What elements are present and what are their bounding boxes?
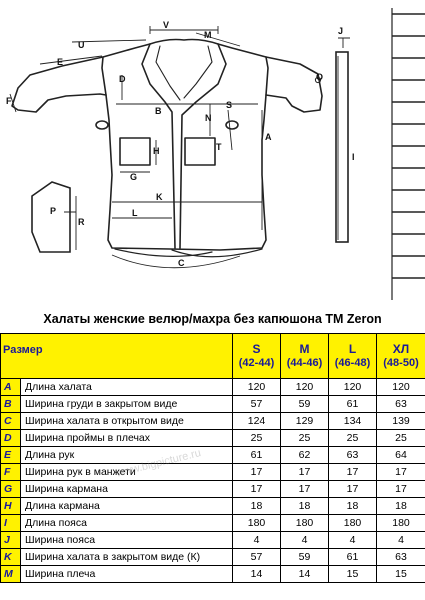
row-value: 4 bbox=[377, 532, 425, 549]
label-v: V bbox=[163, 20, 170, 30]
row-value: 62 bbox=[281, 447, 329, 464]
row-value: 18 bbox=[377, 498, 425, 515]
row-value: 14 bbox=[233, 566, 281, 583]
left-belt-loop bbox=[96, 121, 108, 129]
row-measurement-name: Ширина проймы в плечах bbox=[21, 430, 233, 447]
label-t: T bbox=[216, 142, 222, 152]
row-value: 15 bbox=[377, 566, 425, 583]
size-m-header: M (44-46) bbox=[281, 334, 329, 379]
label-p: P bbox=[50, 206, 57, 216]
row-code: J bbox=[1, 532, 21, 549]
row-code: G bbox=[1, 481, 21, 498]
row-value: 25 bbox=[281, 430, 329, 447]
row-code: M bbox=[1, 566, 21, 583]
row-value: 129 bbox=[281, 413, 329, 430]
row-value: 4 bbox=[329, 532, 377, 549]
row-value: 15 bbox=[329, 566, 377, 583]
size-xl-header: ХЛ (48-50) bbox=[377, 334, 425, 379]
row-value: 180 bbox=[281, 515, 329, 532]
row-measurement-name: Ширина халата в закрытом виде (К) bbox=[21, 549, 233, 566]
label-u: U bbox=[78, 40, 85, 50]
row-value: 139 bbox=[377, 413, 425, 430]
row-value: 18 bbox=[233, 498, 281, 515]
page-title: Халаты женские велюр/махра без капюшона ТМ Zeron bbox=[43, 312, 382, 326]
table-row bbox=[1, 566, 425, 583]
row-value: 25 bbox=[233, 430, 281, 447]
row-code: E bbox=[1, 447, 21, 464]
row-measurement-name: Ширина пояса bbox=[21, 532, 233, 549]
row-measurement-name: Ширина рук в манжети bbox=[21, 464, 233, 481]
row-value: 120 bbox=[377, 379, 425, 396]
row-value: 17 bbox=[377, 481, 425, 498]
row-measurement-name: Ширина кармана bbox=[21, 481, 233, 498]
row-value: 180 bbox=[233, 515, 281, 532]
row-value: 180 bbox=[329, 515, 377, 532]
row-code: D bbox=[1, 430, 21, 447]
row-measurement-name: Длина пояса bbox=[21, 515, 233, 532]
row-value: 59 bbox=[281, 549, 329, 566]
table-row bbox=[1, 515, 425, 532]
row-value: 17 bbox=[281, 481, 329, 498]
table-row bbox=[1, 379, 425, 396]
table-row bbox=[1, 396, 425, 413]
table-row bbox=[1, 481, 425, 498]
row-value: 17 bbox=[281, 464, 329, 481]
label-o: O bbox=[316, 72, 324, 82]
row-code: C bbox=[1, 413, 21, 430]
row-measurement-name: Ширина плеча bbox=[21, 566, 233, 583]
row-measurement-name: Длина кармана bbox=[21, 498, 233, 515]
row-measurement-name: Длина халата bbox=[21, 379, 233, 396]
row-value: 18 bbox=[329, 498, 377, 515]
size-header-label: Размер bbox=[1, 334, 233, 379]
table-row bbox=[1, 413, 425, 430]
row-value: 18 bbox=[281, 498, 329, 515]
label-n: N bbox=[205, 113, 212, 123]
row-value: 4 bbox=[233, 532, 281, 549]
row-code: B bbox=[1, 396, 21, 413]
row-code: I bbox=[1, 515, 21, 532]
row-value: 61 bbox=[329, 396, 377, 413]
row-value: 63 bbox=[377, 396, 425, 413]
row-value: 17 bbox=[377, 464, 425, 481]
row-value: 61 bbox=[329, 549, 377, 566]
row-value: 14 bbox=[281, 566, 329, 583]
right-pocket bbox=[185, 138, 215, 165]
left-pocket bbox=[120, 138, 150, 165]
label-f: F bbox=[6, 96, 12, 106]
size-s-header: S (42-44) bbox=[233, 334, 281, 379]
table-header-row bbox=[1, 334, 425, 379]
row-value: 120 bbox=[233, 379, 281, 396]
label-d: D bbox=[119, 74, 126, 84]
row-value: 120 bbox=[281, 379, 329, 396]
table-row bbox=[1, 464, 425, 481]
row-value: 25 bbox=[377, 430, 425, 447]
watermark: www.bigpicture.ru bbox=[115, 446, 203, 480]
label-b: B bbox=[155, 106, 162, 116]
row-code: K bbox=[1, 549, 21, 566]
table-row bbox=[1, 549, 425, 566]
label-s: S bbox=[226, 100, 233, 110]
row-code: A bbox=[1, 379, 21, 396]
right-belt-loop bbox=[226, 121, 238, 129]
label-c: C bbox=[178, 258, 185, 268]
row-value: 4 bbox=[281, 532, 329, 549]
label-e: E bbox=[57, 57, 64, 67]
row-value: 17 bbox=[233, 464, 281, 481]
right-sleeve bbox=[266, 57, 322, 112]
row-code: F bbox=[1, 464, 21, 481]
label-r: R bbox=[78, 217, 85, 227]
row-value: 124 bbox=[233, 413, 281, 430]
label-k: K bbox=[156, 192, 163, 202]
row-value: 59 bbox=[281, 396, 329, 413]
row-measurement-name: Ширина халата в открытом виде bbox=[21, 413, 233, 430]
row-value: 17 bbox=[329, 481, 377, 498]
size-table bbox=[0, 333, 425, 583]
label-l: L bbox=[132, 208, 138, 218]
label-i: I bbox=[352, 152, 355, 162]
table-row bbox=[1, 498, 425, 515]
row-value: 57 bbox=[233, 549, 281, 566]
table-row bbox=[1, 447, 425, 464]
row-value: 180 bbox=[377, 515, 425, 532]
row-value: 120 bbox=[329, 379, 377, 396]
row-code: H bbox=[1, 498, 21, 515]
row-measurement-name: Длина рук bbox=[21, 447, 233, 464]
label-a: A bbox=[265, 132, 272, 142]
label-g: G bbox=[130, 172, 138, 182]
row-value: 134 bbox=[329, 413, 377, 430]
pocket-detail bbox=[32, 182, 70, 252]
label-m: M bbox=[204, 30, 212, 40]
row-value: 57 bbox=[233, 396, 281, 413]
table-row bbox=[1, 532, 425, 549]
row-value: 63 bbox=[329, 447, 377, 464]
row-value: 63 bbox=[377, 549, 425, 566]
row-measurement-name: Ширина груди в закрытом виде bbox=[21, 396, 233, 413]
row-value: 64 bbox=[377, 447, 425, 464]
table-row bbox=[1, 430, 425, 447]
row-value: 61 bbox=[233, 447, 281, 464]
row-value: 17 bbox=[233, 481, 281, 498]
label-j: J bbox=[338, 26, 344, 36]
size-l-header: L (46-48) bbox=[329, 334, 377, 379]
ruled-lines bbox=[392, 8, 425, 300]
row-value: 25 bbox=[329, 430, 377, 447]
label-h: H bbox=[153, 146, 160, 156]
row-value: 17 bbox=[329, 464, 377, 481]
